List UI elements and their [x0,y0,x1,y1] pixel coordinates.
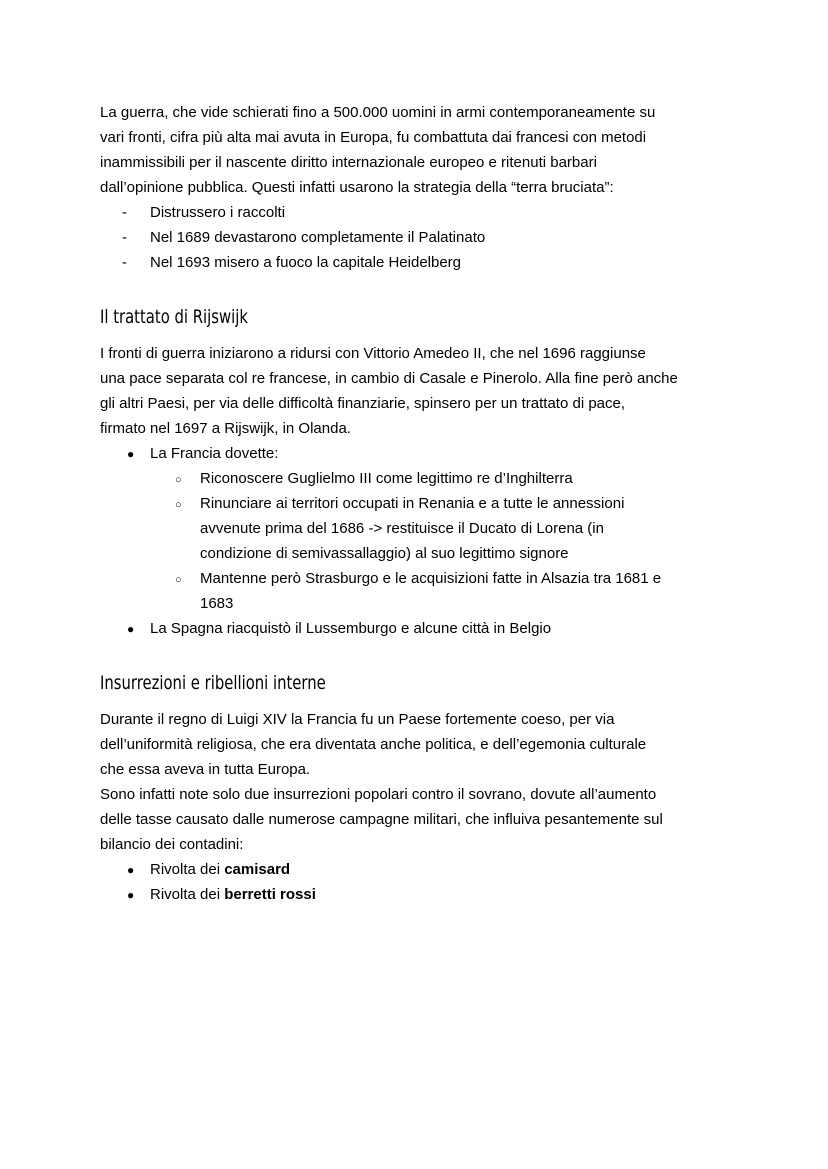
bullet-icon: ● [127,888,135,902]
list-item-text: Nel 1689 devastarono completamente il Palatinato [150,229,486,246]
list-item [100,225,740,250]
section1-paragraph [100,100,740,200]
list-item-text: 1683 [200,595,234,612]
section-heading: Insurrezioni e ribellioni interne [100,672,326,694]
bold-term: berretti rossi [224,886,316,903]
list-item-text: La Spagna riacquistò il Lussemburgo e alcune città in Belgio [150,620,552,637]
list-item [100,882,740,907]
text-line: inammissibili per il nascente diritto internazionale europeo e ritenuti barbari [100,154,597,171]
circle-bullet-icon: ○ [175,499,182,511]
text-line: Sono infatti note solo due insurrezioni popolari contro il sovrano, dovute all’aumento [100,786,657,803]
bullet-icon: ● [127,863,135,877]
text-line: vari fronti, cifra più alta mai avuta in Europa, fu combattuta dai francesi con metodi [100,129,647,146]
sub-list-item [100,566,740,591]
list-item-text: Rivolta dei [150,861,225,878]
bullet-icon: ● [127,622,135,636]
text-line: dall’opinione pubblica. Questi infatti usarono la strategia della “terra bruciata”: [100,179,614,196]
list-item [100,250,740,275]
text-line: I fronti di guerra iniziarono a ridursi con Vittorio Amedeo II, che nel 1696 raggiunse [100,345,646,362]
sub-list-item [100,491,740,516]
dash-list [100,200,740,275]
list-item-text: Rinunciare ai territori occupati in Renania e a tutte le annessioni [200,495,625,512]
list-item [100,200,740,225]
list-item [100,441,740,466]
text-line: gli altri Paesi, per via delle difficoltà finanziarie, spinsero per un trattato di pace, [100,395,626,412]
dash-marker: - [122,204,127,221]
list-item-text: avvenute prima del 1686 -> restituisce il Ducato di Lorena (in [200,520,604,537]
list-item [100,857,740,882]
list-item-text: La Francia dovette: [150,445,279,462]
text-line: una pace separata col re francese, in cambio di Casale e Pinerolo. Alla fine però anche [100,370,678,387]
bold-term: camisard [224,861,291,878]
dash-marker: - [122,254,127,271]
list-item-text: Mantenne però Strasburgo e le acquisizioni fatte in Alsazia tra 1681 e [200,570,662,587]
dash-marker: - [122,229,127,246]
text-line: Durante il regno di Luigi XIV la Francia fu un Paese fortemente coeso, per via [100,711,615,728]
circle-bullet-icon: ○ [175,474,182,486]
bullet-icon: ● [127,447,135,461]
sub-list-item [100,466,740,491]
list-item-text: Nel 1693 misero a fuoco la capitale Heidelberg [150,254,462,271]
list-item-text: Distrussero i raccolti [150,204,286,221]
document-page [100,100,740,907]
text-line: firmato nel 1697 a Rijswijk, in Olanda. [100,420,351,437]
text-line: bilancio dei contadini: [100,836,244,853]
section3-paragraph [100,707,740,857]
section2-paragraph [100,341,740,441]
list-item-text: condizione di semivassallaggio) al suo legittimo signore [200,545,569,562]
list-item-text: Riconoscere Guglielmo III come legittimo re d’Inghilterra [200,470,573,487]
list-item [100,616,740,641]
circle-bullet-icon: ○ [175,574,182,586]
text-line: La guerra, che vide schierati fino a 500.000 uomini in armi contemporaneamente su [100,104,656,121]
text-line: delle tasse causato dalle numerose campagne militari, che influiva pesantemente sul [100,811,663,828]
list-item-text: Rivolta dei [150,886,225,903]
section-heading: Il trattato di Rijswijk [100,306,248,328]
text-line: che essa aveva in tutta Europa. [100,761,311,778]
text-line: dell’uniformità religiosa, che era diventata anche politica, e dell’egemonia culturale [100,736,647,753]
